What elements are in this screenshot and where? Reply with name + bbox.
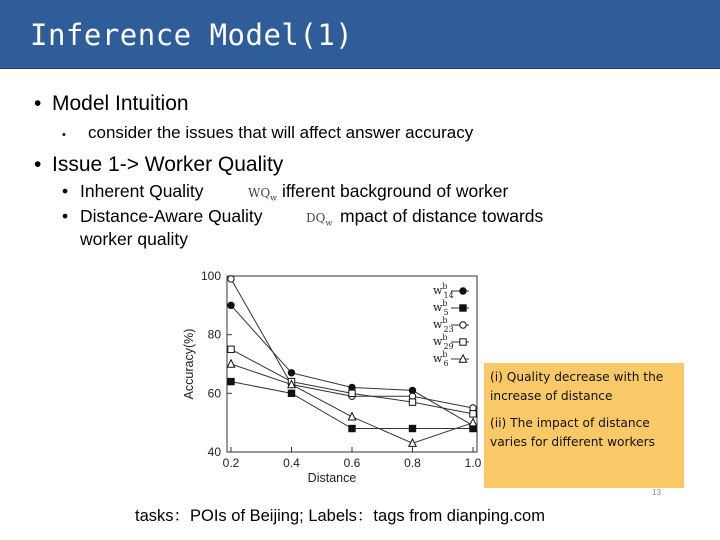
- note-line-1: (i) Quality decrease with the increase of distance: [490, 370, 664, 403]
- sub-bullet-inherent-quality: [62, 181, 204, 202]
- data-point-w5: [349, 425, 355, 431]
- legend-label-w23: $w^b$ 23: [433, 316, 454, 334]
- sub-bullet-distance-aware: [62, 206, 263, 227]
- bullet-dot: •: [34, 92, 42, 115]
- bullet-text: Issue 1-> Worker Quality: [52, 153, 284, 176]
- sub-bullet-distance-rest-2: worker quality: [80, 229, 188, 249]
- x-tick-label: 0.8: [404, 456, 421, 470]
- accuracy-chart-svg: [175, 262, 485, 487]
- data-point-w6: [348, 413, 355, 420]
- y-axis-label: Accuracy(%): [182, 328, 196, 400]
- sub-bullet-dot: •: [62, 206, 69, 226]
- bullet-worker-quality: [34, 153, 283, 177]
- legend-label-w6: $w^b$ 6: [433, 350, 449, 368]
- observation-note: [484, 363, 684, 488]
- y-tick-label: 100: [200, 269, 221, 283]
- legend-label-w5: $w^b$ 5: [433, 299, 449, 317]
- data-point-w23: [228, 276, 234, 282]
- dq-symbol: [306, 211, 332, 227]
- dq-symbol-sub: w: [325, 218, 333, 228]
- data-point-w6: [469, 418, 476, 425]
- wq-symbol-sub: w: [270, 193, 278, 203]
- sub-bullet-text: consider the issues that will affect answer accuracy: [88, 123, 474, 142]
- data-point-w29: [470, 411, 476, 417]
- x-axis-label: Distance: [307, 471, 357, 485]
- sub-bullet-dot: •: [62, 129, 66, 141]
- bullet-text: Model Intuition: [52, 92, 189, 115]
- data-point-w29: [349, 390, 355, 396]
- legend-marker-w14: [460, 288, 466, 294]
- note-line-2: (ii) The impact of distance varies for different workers: [490, 416, 655, 449]
- y-tick-label: 80: [207, 327, 221, 342]
- legend-marker-w5: [460, 305, 466, 311]
- wq-symbol: [248, 186, 277, 202]
- legend-marker-w23: [460, 322, 466, 328]
- sub-bullet-label: Distance-Aware Quality: [80, 206, 263, 226]
- data-point-w29: [228, 346, 234, 352]
- bullet-model-intuition: [34, 92, 189, 116]
- sub-bullet-distance-rest: mpact of distance towards: [340, 206, 544, 226]
- x-tick-label: 1.0: [464, 456, 482, 470]
- legend-label-w14: $w^b$ 14: [433, 282, 454, 300]
- data-point-w6: [227, 360, 234, 367]
- wq-symbol-base: WQ: [248, 186, 271, 200]
- y-tick-label: 40: [207, 445, 221, 459]
- sub-bullet-dot: •: [62, 181, 69, 201]
- legend-label-w29: $w^b$ 29: [433, 333, 454, 351]
- slide-title: Inference Model(1): [30, 18, 354, 52]
- legend-marker-w29: [460, 339, 466, 345]
- y-tick-label: 60: [207, 386, 221, 401]
- x-tick-label: 0.4: [283, 456, 300, 470]
- data-point-w5: [288, 390, 294, 396]
- x-tick-label: 0.6: [343, 456, 361, 470]
- sub-bullet-issues: [62, 123, 473, 143]
- x-tick-label: 0.2: [222, 456, 240, 470]
- data-point-w14: [228, 302, 234, 308]
- data-point-w5: [409, 425, 415, 431]
- dq-symbol-base: DQ: [306, 211, 326, 225]
- sub-bullet-inherent-rest: ifferent background of worker: [282, 181, 509, 201]
- caption: tasks：POIs of Beijing; Labels：tags from dianping.com: [135, 507, 545, 525]
- data-point-w5: [228, 378, 234, 384]
- page-number: 13: [652, 488, 661, 497]
- bullet-dot: •: [34, 153, 42, 176]
- sub-bullet-label: Inherent Quality: [80, 181, 204, 201]
- title-bar: [0, 0, 720, 69]
- data-point-w29: [409, 399, 415, 405]
- accuracy-chart: [175, 262, 485, 487]
- data-point-w14: [288, 370, 294, 376]
